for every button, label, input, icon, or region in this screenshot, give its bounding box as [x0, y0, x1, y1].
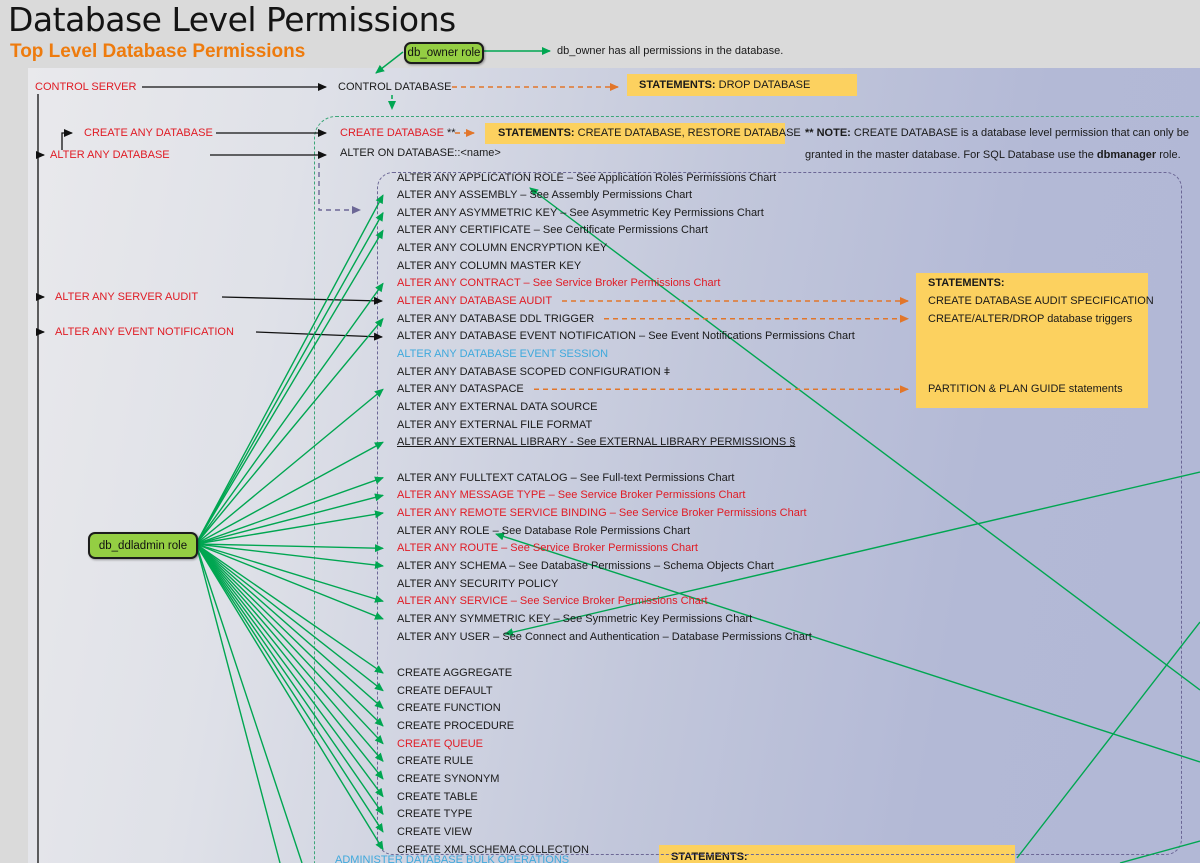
permission-item: ALTER ANY MESSAGE TYPE – See Service Broker Permissions Chart [397, 489, 746, 502]
permission-item: ALTER ANY DATABASE EVENT NOTIFICATION – See Event Notifications Permissions Chart [397, 330, 855, 343]
permission-item: ALTER ANY FULLTEXT CATALOG – See Full-text Permissions Chart [397, 471, 735, 484]
permission-item: CREATE SYNONYM [397, 772, 500, 785]
permission-item: CREATE FUNCTION [397, 702, 501, 715]
statements-text: CREATE DATABASE, RESTORE DATABASE [577, 127, 801, 139]
statements-title: STATEMENTS: [928, 277, 1005, 289]
db-ddladmin-role-box: db_ddladmin role [88, 532, 198, 559]
permission-item: ALTER ANY ASYMMETRIC KEY – See Asymmetric Key Permissions Chart [397, 206, 764, 219]
permission-item: ALTER ANY ASSEMBLY – See Assembly Permissions Chart [397, 189, 693, 202]
statements-title: STATEMENTS: [498, 127, 575, 139]
permission-item: ALTER ANY DATABASE EVENT SESSION [397, 348, 609, 360]
note-bold: ** NOTE: [805, 127, 851, 139]
permission-item: ALTER ANY DATASPACE [397, 383, 524, 396]
permission-item: ALTER ANY DATABASE AUDIT [397, 295, 553, 308]
statements-title: STATEMENTS: [639, 79, 716, 91]
permission-item: ALTER ANY SYMMETRIC KEY – See Symmetric Key Permissions Chart [397, 612, 753, 625]
permission-item: ALTER ANY EXTERNAL DATA SOURCE [397, 400, 598, 413]
permission-item: ALTER ANY SECURITY POLICY [397, 577, 559, 590]
permission-item: ALTER ANY EXTERNAL LIBRARY - See EXTERNAL LIBRARY PERMISSIONS § [397, 436, 796, 449]
permission-item: ALTER ANY APPLICATION ROLE – See Application Roles Permissions Chart [397, 171, 777, 184]
permission-item: ALTER ANY ROLE – See Database Role Permissions Chart [397, 524, 691, 537]
permission-item: CREATE AGGREGATE [397, 667, 513, 679]
permission-item: ALTER ANY EXTERNAL FILE FORMAT [397, 418, 593, 431]
db-owner-role-box: db_owner role [404, 42, 484, 64]
note-text: granted in the master database. For SQL Database use the [805, 149, 1097, 161]
permission-item: ALTER ANY CERTIFICATE – See Certificate Permissions Chart [397, 224, 708, 237]
permission-item: ALTER ANY COLUMN ENCRYPTION KEY [397, 242, 608, 255]
note-text: CREATE DATABASE is a database level permission that can only be [850, 127, 1189, 139]
permission-item: CREATE TYPE [397, 808, 473, 821]
permission-item: CREATE QUEUE [397, 737, 483, 750]
node-create-database-label: CREATE DATABASE [340, 127, 444, 139]
permission-item: ALTER ANY SCHEMA – See Database Permissions – Schema Objects Chart [397, 559, 774, 572]
node-control-database: CONTROL DATABASE [338, 81, 452, 93]
node-alter-on-database: ALTER ON DATABASE::<name> [340, 147, 501, 159]
permission-item: ALTER ANY DATABASE DDL TRIGGER [397, 312, 595, 325]
permission-item: ALTER ANY USER – See Connect and Authentication – Database Permissions Chart [397, 630, 812, 643]
note-bold: dbmanager [1096, 149, 1157, 161]
statements-text: CREATE/ALTER/DROP database triggers [928, 313, 1133, 325]
permission-item: ALTER ANY DATABASE SCOPED CONFIGURATION ǂ [397, 365, 671, 378]
section-title: Top Level Database Permissions [10, 41, 306, 62]
page-title: Database Level Permissions [8, 0, 456, 39]
permission-item: CREATE XML SCHEMA COLLECTION [397, 843, 589, 856]
permission-item: ALTER ANY CONTRACT – See Service Broker Permissions Chart [397, 277, 721, 290]
permission-item: ALTER ANY REMOTE SERVICE BINDING – See Service Broker Permissions Chart [397, 507, 807, 519]
node-alter-any-event-notification: ALTER ANY EVENT NOTIFICATION [55, 326, 234, 338]
statements-text: CREATE DATABASE AUDIT SPECIFICATION [928, 295, 1154, 307]
db-owner-note: db_owner has all permissions in the database. [557, 45, 784, 57]
permission-item: CREATE TABLE [397, 790, 478, 803]
node-alter-any-server-audit: ALTER ANY SERVER AUDIT [55, 291, 199, 303]
permission-item: CREATE PROCEDURE [397, 719, 515, 732]
node-control-server: CONTROL SERVER [35, 81, 137, 93]
note-marker: ** [446, 127, 456, 139]
permission-item: CREATE DEFAULT [397, 684, 493, 697]
statements-title: STATEMENTS: [671, 851, 748, 863]
statements-text: PARTITION & PLAN GUIDE statements [928, 383, 1123, 395]
permission-item: CREATE VIEW [397, 825, 472, 838]
permission-item: ALTER ANY ROUTE – See Service Broker Permissions Chart [397, 542, 698, 555]
node-create-any-database: CREATE ANY DATABASE [84, 127, 213, 139]
statements-text: DROP DATABASE [718, 79, 811, 91]
node-alter-any-database: ALTER ANY DATABASE [50, 149, 170, 161]
note-text: role. [1156, 149, 1181, 161]
node-administer-database-bulk-operations: ADMINISTER DATABASE BULK OPERATIONS [335, 854, 570, 863]
permission-item: ALTER ANY SERVICE – See Service Broker Permissions Chart [397, 595, 708, 608]
permission-item: ALTER ANY COLUMN MASTER KEY [397, 259, 582, 272]
permission-item: CREATE RULE [397, 755, 474, 768]
